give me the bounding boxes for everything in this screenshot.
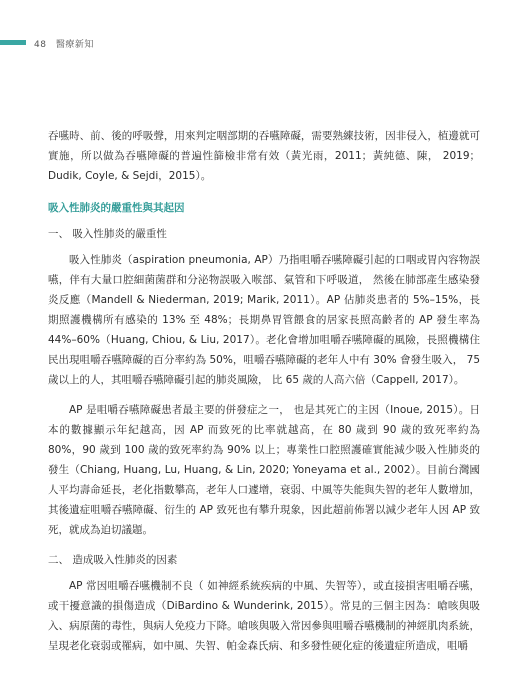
section-heading: 吸入性肺炎的嚴重性與其起因 — [48, 202, 185, 214]
paragraph-causes: AP 常因咀嚼吞嚥機制不良（ 如神經系統疾病的中風、失智等），或直接損害咀嚼吞嚥，或干擾意識的損傷造成（DiBardino & Wunderink, 2015）。常見的三個主因為：嗆咳與吸入、病原菌的毒性，與病人免疫力下降。嗆咳與吸入常因參與咀嚼吞嚥機制的神經肌肉系統，呈現老化衰弱或罹病，如中風、失智、帕金森氏病、和多發性硬化症的後遺症所造成，咀嚼 — [48, 580, 480, 652]
paragraph-intro: 吞嚥時、前、後的呼吸聲，用來判定咽部期的吞嚥障礙，需要熟練技術，因非侵入，植邊就可實施，所以做為吞嚥障礙的普遍性篩檢非常有效（黃光雨，2011；黃純德、陳， 2019；Dudik, Coyle, & Sejdi，2015）。 — [48, 130, 480, 182]
subsection-heading-1: 一、 吸入性肺炎的嚴重性 — [48, 228, 167, 240]
page-body — [48, 126, 480, 656]
page-header — [34, 37, 94, 50]
page-number: 48 — [34, 40, 47, 50]
paragraph-gap — [48, 390, 480, 400]
running-title: 醫療新知 — [55, 40, 94, 50]
paragraph-definition: 吸入性肺炎（aspiration pneumonia, AP）乃指咀嚼吞嚥障礙引起的口咽或胃內容物誤嚥，伴有大量口腔細菌菌群和分泌物誤吸入喉部、氣管和下呼吸道， 然後在肺部產生感染發炎反應（Mandell & Niederman, 2019; Marik, 2011）。AP 佔肺炎患者的 5%–15%，長期照護機構所有感染的 13% 至 48%；長期鼻胃管餵食的居家長照高齡者的 AP 發生率為 44%–60%（Huang, Chiou, & Liu, 2017）。老化會增加咀嚼吞嚥障礙的風險，長照機構住民出現咀嚼吞嚥障礙的百分率約為 50%，咀嚼吞嚥障礙的老年人中有 30% 會發生吸入， 75 歲以上的人，其咀嚼吞嚥障礙引起的肺炎風險， 比 65 歲的人高六倍（Cappell, 2017）。 — [48, 254, 480, 386]
paragraph-mortality: AP 是咀嚼吞嚥障礙患者最主要的併發症之一， 也是其死亡的主因（Inoue, 2015）。日本的數據顯示年紀越高，因 AP 而致死的比率就越高，在 80 歲到 90 歲的致死率約為 80%，90 歲到 100 歲的致死率約為 90% 以上；專業性口腔照護確實能減少吸入性肺炎的發生（Chiang, Huang, Lu, Huang, & Lin, 2020; Yoneyama et al., 2002）。目前台灣國人平均壽命延長，老化指數攀高，老年人口遽增，衰弱、中風等失能與失智的老年人數增加，其後遺症咀嚼吞嚥障礙、衍生的 AP 致死也有攀升現象，因此超前佈署以減少老年人因 AP 致死，就成為迫切議題。 — [48, 404, 480, 536]
header-accent-bar — [0, 40, 26, 45]
paragraph-gap — [48, 540, 480, 550]
subsection-heading-2: 二、 造成吸入性肺炎的因素 — [48, 554, 178, 566]
